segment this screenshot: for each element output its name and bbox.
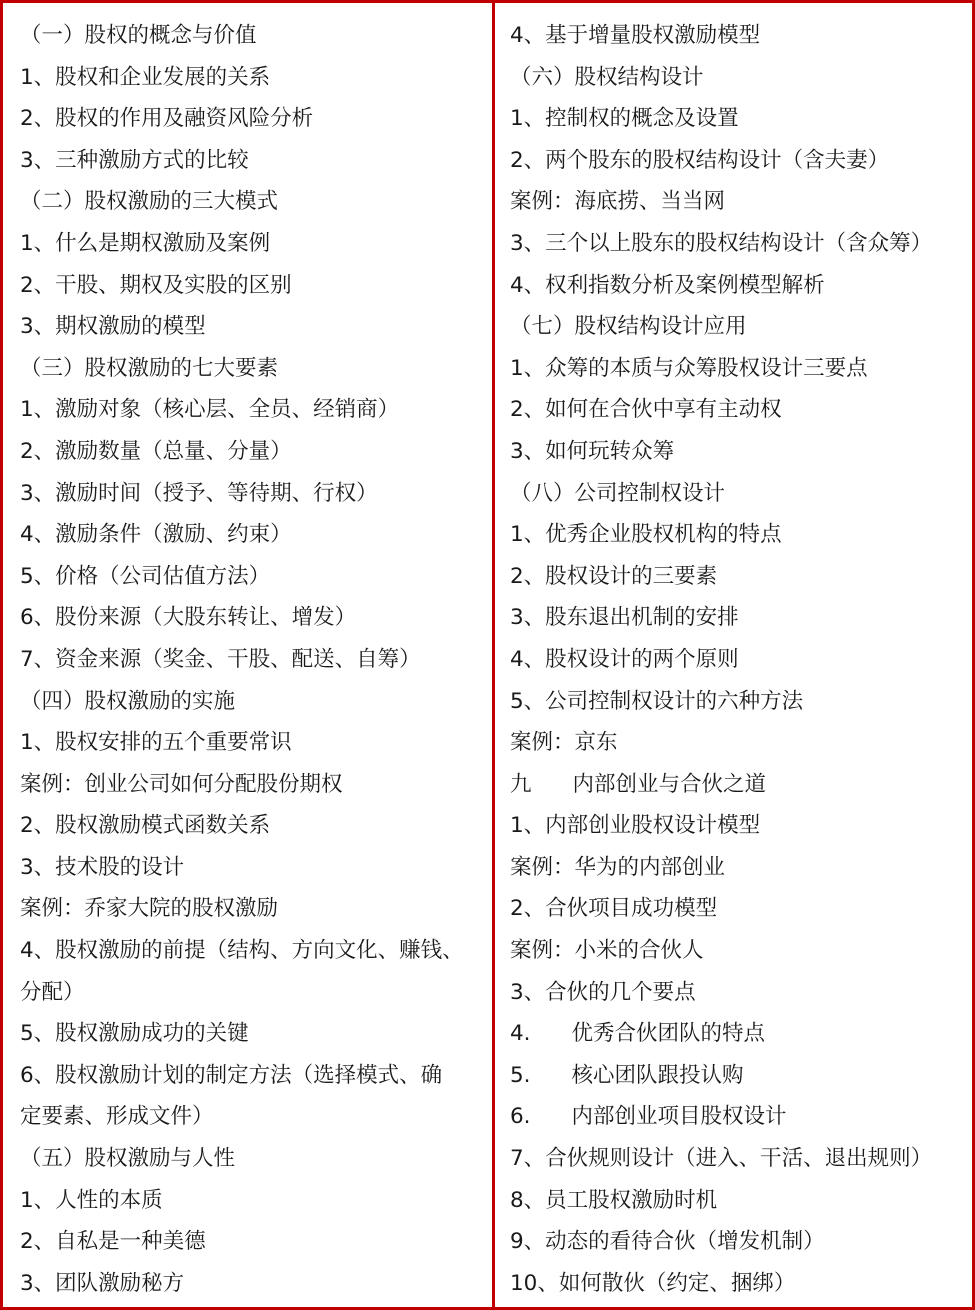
list-item: 1、激励对象（核心层、全员、经销商） [20, 397, 400, 423]
list-item: 3、激励时间（授予、等待期、行权） [20, 480, 378, 506]
list-item: 6、股份来源（大股东转让、增发） [20, 605, 357, 631]
list-item: 2、股权的作用及融资风险分析 [20, 106, 314, 132]
section-heading: （四）股权激励的实施 [20, 688, 236, 714]
list-item: 7、资金来源（奖金、干股、配送、自筹） [20, 646, 421, 672]
list-item: 3、团队激励秘方 [20, 1270, 185, 1296]
list-item: 8、员工股权激励时机 [510, 1187, 718, 1213]
list-item: 2、激励数量（总量、分量） [20, 438, 292, 464]
list-item: 6、股权激励计划的制定方法（选择模式、确 [20, 1062, 443, 1088]
list-item: 3、合伙的几个要点 [510, 979, 696, 1005]
list-item: 7、合伙规则设计（进入、干活、退出规则） [510, 1146, 933, 1172]
case-item: 案例：华为的内部创业 [510, 854, 726, 880]
list-item: 5、价格（公司估值方法） [20, 563, 271, 589]
section-heading: （八）公司控制权设计 [510, 480, 726, 506]
case-item: 案例：乔家大院的股权激励 [20, 896, 279, 922]
list-item: 2、自私是一种美德 [20, 1229, 206, 1255]
list-item: 2、股权设计的三要素 [510, 563, 718, 589]
list-item: 2、股权激励模式函数关系 [20, 813, 271, 839]
list-item: 4、股权激励的前提（结构、方向文化、赚钱、 [20, 938, 464, 964]
section-heading: （七）股权结构设计应用 [510, 314, 747, 340]
list-item: 1、人性的本质 [20, 1187, 163, 1213]
section-heading: （二）股权激励的三大模式 [20, 189, 279, 215]
case-item: 案例：创业公司如何分配股份期权 [20, 771, 343, 797]
list-item: 1、股权和企业发展的关系 [20, 64, 271, 90]
section-heading: （六）股权结构设计 [510, 64, 704, 90]
list-item: 1、优秀企业股权机构的特点 [510, 522, 782, 548]
list-item: 4、激励条件（激励、约束） [20, 522, 292, 548]
list-item: 1、控制权的概念及设置 [510, 106, 739, 132]
list-item: 2、如何在合伙中享有主动权 [510, 397, 782, 423]
list-item: 3、期权激励的模型 [20, 314, 206, 340]
list-item: 6. 内部创业项目股权设计 [510, 1104, 787, 1130]
list-item: 4、股权设计的两个原则 [510, 646, 739, 672]
list-item: 1、内部创业股权设计模型 [510, 813, 761, 839]
list-item: 5、公司控制权设计的六种方法 [510, 688, 804, 714]
list-item-continuation: 定要素、形成文件） [20, 1104, 214, 1130]
section-heading: （一）股权的概念与价值 [20, 23, 257, 48]
list-item: 1、众筹的本质与众筹股权设计三要点 [510, 355, 868, 381]
left-column [20, 15, 490, 1304]
list-item: 5、股权激励成功的关键 [20, 1021, 249, 1047]
section-heading: （五）股权激励与人性 [20, 1146, 236, 1172]
section-heading: （三）股权激励的七大要素 [20, 355, 279, 381]
list-item: 3、股东退出机制的安排 [510, 605, 739, 631]
list-item: 2、合伙项目成功模型 [510, 896, 718, 922]
list-item: 5. 核心团队跟投认购 [510, 1062, 744, 1088]
case-item: 案例：京东 [510, 730, 618, 756]
column-divider [492, 3, 495, 1307]
list-item: 3、三个以上股东的股权结构设计（含众筹） [510, 230, 933, 256]
case-item: 案例：海底捞、当当网 [510, 189, 726, 215]
section-heading: 九 内部创业与合伙之道 [510, 771, 767, 797]
list-item: 1、什么是期权激励及案例 [20, 230, 271, 256]
list-item: 3、如何玩转众筹 [510, 438, 675, 464]
list-item: 4、基于增量股权激励模型 [510, 23, 761, 48]
case-item: 案例：小米的合伙人 [510, 938, 704, 964]
list-item: 4、权利指数分析及案例模型解析 [510, 272, 825, 298]
right-column [510, 15, 970, 1304]
list-item-continuation: 分配） [20, 979, 85, 1005]
list-item: 10、如何散伙（约定、捆绑） [510, 1270, 796, 1296]
list-item: 2、两个股东的股权结构设计（含夫妻） [510, 147, 890, 173]
list-item: 9、动态的看待合伙（增发机制） [510, 1229, 825, 1255]
list-item: 1、股权安排的五个重要常识 [20, 730, 292, 756]
list-item: 3、技术股的设计 [20, 854, 185, 880]
list-item: 3、三种激励方式的比较 [20, 147, 249, 173]
list-item: 2、干股、期权及实股的区别 [20, 272, 292, 298]
list-item: 4. 优秀合伙团队的特点 [510, 1021, 766, 1047]
